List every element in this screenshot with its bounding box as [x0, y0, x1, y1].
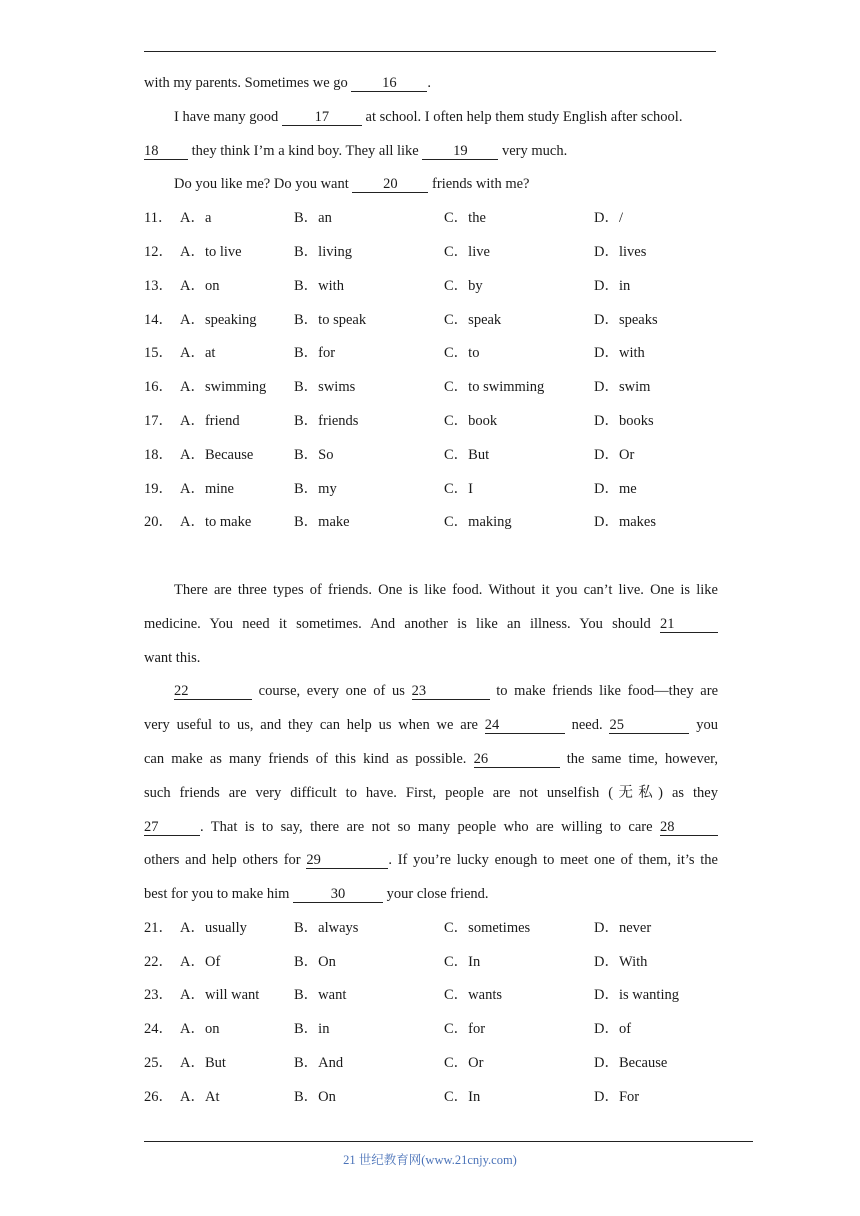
option-c: C．to swimming	[444, 379, 545, 395]
option-a: A．on	[180, 278, 220, 294]
question-number: 13．	[144, 278, 173, 294]
blank-18: 18	[144, 143, 188, 160]
question-number: 18．	[144, 447, 173, 463]
blank-19: 19	[422, 143, 498, 160]
option-c: C．sometimes	[444, 920, 531, 936]
blank-27: 27	[144, 819, 200, 836]
option-a: A．a	[180, 210, 212, 226]
option-d: D．with	[594, 345, 645, 361]
option-c: C．by	[444, 278, 483, 294]
question-number: 20．	[144, 514, 173, 530]
blank-29: 29	[306, 852, 388, 869]
passage2-line: There are three types of friends. One is like food. Without it you can’t live. One is like	[174, 582, 718, 598]
option-d: D．never	[594, 920, 652, 936]
option-b: B．to speak	[294, 312, 367, 328]
option-c: C．live	[444, 244, 490, 260]
option-b: B．So	[294, 447, 334, 463]
question-row	[144, 377, 718, 397]
passage1-line	[174, 174, 718, 194]
passage2-line	[144, 817, 718, 837]
text: . If you’re lucky enough to meet one of them, it’s the	[388, 852, 718, 868]
text: others and help others for	[144, 852, 307, 868]
option-a: A．to make	[180, 514, 252, 530]
passage1-line	[144, 73, 718, 93]
question-row	[144, 918, 718, 938]
option-c: C．Or	[444, 1055, 484, 1071]
option-c: C．to	[444, 345, 480, 361]
text: course, every one of us	[252, 683, 412, 699]
text: your close friend.	[383, 886, 489, 902]
question-number: 11．	[144, 210, 173, 226]
blank-30: 30	[293, 886, 383, 903]
option-c: C．In	[444, 954, 481, 970]
option-c: C．the	[444, 210, 486, 226]
option-d: D．Because	[594, 1055, 668, 1071]
option-c: C．book	[444, 413, 498, 429]
question-number: 23．	[144, 987, 173, 1003]
text: they think I’m a kind boy. They all like	[188, 143, 423, 159]
option-a: A．usually	[180, 920, 247, 936]
question-row	[144, 985, 718, 1005]
blank-24: 24	[485, 717, 565, 734]
option-a: A．Of	[180, 954, 221, 970]
blank-22: 22	[174, 683, 252, 700]
option-b: B．living	[294, 244, 353, 260]
option-b: B．make	[294, 514, 350, 530]
option-c: C．speak	[444, 312, 502, 328]
option-b: B．with	[294, 278, 344, 294]
option-b: B．swims	[294, 379, 356, 395]
option-d: D．me	[594, 481, 637, 497]
passage2-line: want this.	[144, 650, 201, 666]
blank-20: 20	[352, 176, 428, 193]
text: need.	[564, 717, 610, 733]
question-number: 12．	[144, 244, 173, 260]
question-row	[144, 952, 718, 972]
text: at school. I often help them study English after school.	[361, 109, 683, 125]
question-row	[144, 242, 718, 262]
question-row	[144, 343, 718, 363]
blank-21: 21	[660, 616, 718, 633]
question-number: 14．	[144, 312, 173, 328]
option-a: A．to live	[180, 244, 242, 260]
question-row	[144, 1053, 718, 1073]
option-b: B．in	[294, 1021, 330, 1037]
option-c: C．making	[444, 514, 512, 530]
question-row	[144, 208, 718, 228]
option-d: D．in	[594, 278, 631, 294]
blank-25: 25	[609, 717, 689, 734]
option-c: C．But	[444, 447, 490, 463]
option-b: B．want	[294, 987, 347, 1003]
question-number: 15．	[144, 345, 173, 361]
passage2-line	[144, 884, 718, 904]
text: you	[689, 717, 719, 733]
option-b: B．And	[294, 1055, 344, 1071]
question-row	[144, 276, 718, 296]
option-a: A．on	[180, 1021, 220, 1037]
question-row	[144, 310, 718, 330]
blank-23: 23	[412, 683, 490, 700]
blank-26: 26	[474, 751, 560, 768]
text: Do you like me? Do you want	[174, 176, 353, 192]
question-number: 22．	[144, 954, 173, 970]
option-d: D．is wanting	[594, 987, 679, 1003]
option-a: A．At	[180, 1089, 220, 1105]
option-a: A．swimming	[180, 379, 267, 395]
option-a: A．mine	[180, 481, 234, 497]
question-row	[144, 479, 718, 499]
option-a: A．will want	[180, 987, 260, 1003]
text: the same time, however,	[559, 751, 719, 767]
blank-17: 17	[282, 109, 362, 126]
option-a: A．Because	[180, 447, 254, 463]
question-row	[144, 411, 718, 431]
option-b: B．friends	[294, 413, 359, 429]
option-c: C．for	[444, 1021, 486, 1037]
option-a: A．at	[180, 345, 216, 361]
option-d: D．For	[594, 1089, 640, 1105]
question-number: 24．	[144, 1021, 173, 1037]
option-d: D．of	[594, 1021, 632, 1037]
text: I have many good	[174, 109, 282, 125]
option-d: D．books	[594, 413, 654, 429]
option-b: B．an	[294, 210, 332, 226]
question-number: 25．	[144, 1055, 173, 1071]
option-d: D．lives	[594, 244, 647, 260]
option-b: B．for	[294, 345, 336, 361]
passage1-line	[174, 107, 718, 127]
question-row	[144, 512, 718, 532]
option-d: D．speaks	[594, 312, 658, 328]
option-b: B．On	[294, 1089, 336, 1105]
header-rule	[144, 51, 716, 52]
question-number: 16．	[144, 379, 173, 395]
text: to make friends like food—they are	[489, 683, 718, 699]
option-a: A．speaking	[180, 312, 257, 328]
option-d: D．With	[594, 954, 648, 970]
question-row	[144, 1019, 718, 1039]
option-d: D．Or	[594, 447, 635, 463]
blank-28: 28	[660, 819, 718, 836]
question-row	[144, 445, 718, 465]
option-a: A．friend	[180, 413, 240, 429]
option-b: B．my	[294, 481, 337, 497]
text: with my parents. Sometimes we go	[144, 75, 352, 91]
blank-16: 16	[351, 75, 427, 92]
option-c: C．In	[444, 1089, 481, 1105]
question-number: 21．	[144, 920, 173, 936]
option-b: B．On	[294, 954, 336, 970]
passage2-line	[144, 749, 718, 769]
option-d: D．swim	[594, 379, 651, 395]
text: very much.	[498, 143, 568, 159]
passage2-line	[144, 614, 718, 634]
option-c: C．I	[444, 481, 473, 497]
passage2-line	[144, 850, 718, 870]
text: can make as many friends of this kind as possible.	[144, 751, 474, 767]
option-b: B．always	[294, 920, 359, 936]
passage2-line	[144, 715, 718, 735]
option-d: D．/	[594, 210, 623, 226]
text: friends with me?	[428, 176, 530, 192]
passage2-line	[174, 681, 718, 701]
text: best for you to make him	[144, 886, 294, 902]
question-number: 17．	[144, 413, 173, 429]
option-a: A．But	[180, 1055, 226, 1071]
text: very useful to us, and they can help us when we are	[144, 717, 485, 733]
footer-rule	[144, 1141, 753, 1142]
question-row	[144, 1087, 718, 1107]
text: . That is to say, there are not so many people who are willing to care	[200, 819, 660, 835]
text: medicine. You need it sometimes. And another is like an illness. You should	[144, 616, 660, 632]
text: .	[427, 75, 432, 91]
question-number: 19．	[144, 481, 173, 497]
passage2-line: such friends are very difficult to have. First, people are not unselfish (无私) as they	[144, 785, 718, 801]
option-d: D．makes	[594, 514, 657, 530]
passage1-line	[144, 141, 718, 161]
option-c: C．wants	[444, 987, 502, 1003]
footer-link[interactable]: 21 世纪教育网(www.21cnjy.com)	[343, 1153, 517, 1167]
question-number: 26．	[144, 1089, 173, 1105]
